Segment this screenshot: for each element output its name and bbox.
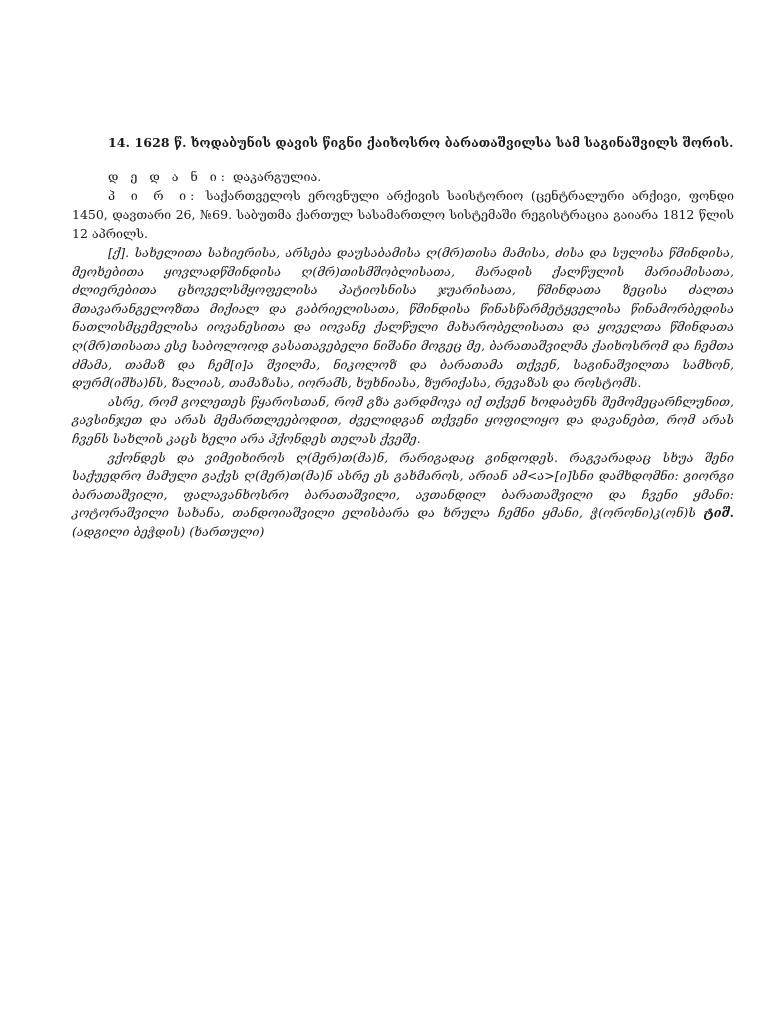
paragraph-3-main: ვქონდეს და ვიმეიხიროს ღ(მერ)თ(მა)ნ, რარიგადაც გინდოდეს. რაგვარადაც სხუა შენი საქუედრო მამული გაქვს ღ(მერ)თ(მა)ნ ასრე ეს გახმაროს, არიან ამ<ა>[ი]სნი დამხდომნი: გიორგი ბარათაშვილი, ფალავანხოსრო ბარათაშვილი, ავთანდილ ბარათაშვილი და ჩვენი ყმანი: კოტორაშვილი სახანა, თანდოიაშვილი ელისბარა და ხრულა ჩემნი ყმანი, ჭ(ორონი)კ(ონ)ს — [72, 449, 734, 521]
document-meta — [72, 167, 734, 243]
document-title: 14. 1628 წ. ხოდაბუნის დავის წიგნი ქაიხოსრო ბარათაშვილსა სამ საგინაშვილს შორის. — [108, 135, 734, 150]
original-value: დაკარგულია. — [233, 169, 322, 184]
paragraph-3-end: (ადგილი ბეჭდის) (ხართული) — [72, 523, 265, 539]
paragraph-3 — [72, 449, 734, 542]
source-label: პ ი რ ი: — [108, 188, 199, 203]
original-line — [72, 167, 734, 186]
paragraph-2: ასრე, რომ გოლეთეს წყაროსთან, რომ გზა გარდმოვა იქ თქვენ ხოდაბუნს შემომეცარჩლუნით, გავსინჯეთ და არას მემართლეებოდით, ძველიდგან თქვენი ყოფილიყო და დავანებთ, რომ არას ჩვენს სახლის კაცს ხელი არა ჰქონდეს თელას ქვეშე. — [72, 393, 734, 446]
source-value: საქართველოს ეროვნული არქივის საისტორიო (ცენტრალური არქივი, ფონდი 1450, დავთარი 26, №69. საბუთმა ქართულ სასამართლო სისტემაში რეგისტრაცია გაიარა 1812 წლის 12 აპრილს. — [72, 188, 734, 241]
source-line — [72, 186, 734, 243]
paragraph-3-date: ტიშ. — [703, 505, 734, 521]
paragraph-1: [ქ]. სახელითა სახიერისა, არსება დაუსაბამისა ღ(მრ)თისა მამისა, ძისა და სულისა წმინდისა, მეოხებითა ყოვლადწმინდისა ღ(მრ)თისმშობლისათა, მარადის ქალწულის მარიამისათა, ძლიერებითა ცხოველსმყოფელისა პატიოსნისა ჯუარისათა, წმინდათა ზეცისა ძალთა მთავარანგელოზთა მიქიალ და გაბრიელისათა, წმინდისა წინასწარმეტყველისა წინამორბედისა ნათლისმცემელისა იოვანესითა და იოვანე ქალწული მახარობელისათა და ყოველთა წმინდათა ღ(მრ)თისათა ესე საბოლოოდ გასათავებელი ნიშანი მოგეც მე, ბარათაშვილმა ქაიხოსრომ და ჩემთა ძმამა, თამაზ და ჩემ[ი]ა შვილმა, ნიკოლოზ და ბარათამა თქვენ, საგინაშვილთა სამხონ, დურმ(იშხა)ნს, ზალიას, თამაზასა, იორამს, ხუხნიასა, ზურიქასა, რევაზას და როსტომს. — [72, 245, 734, 391]
document-body — [72, 244, 734, 542]
original-label: დ ე დ ა ნ ი: — [108, 169, 230, 184]
